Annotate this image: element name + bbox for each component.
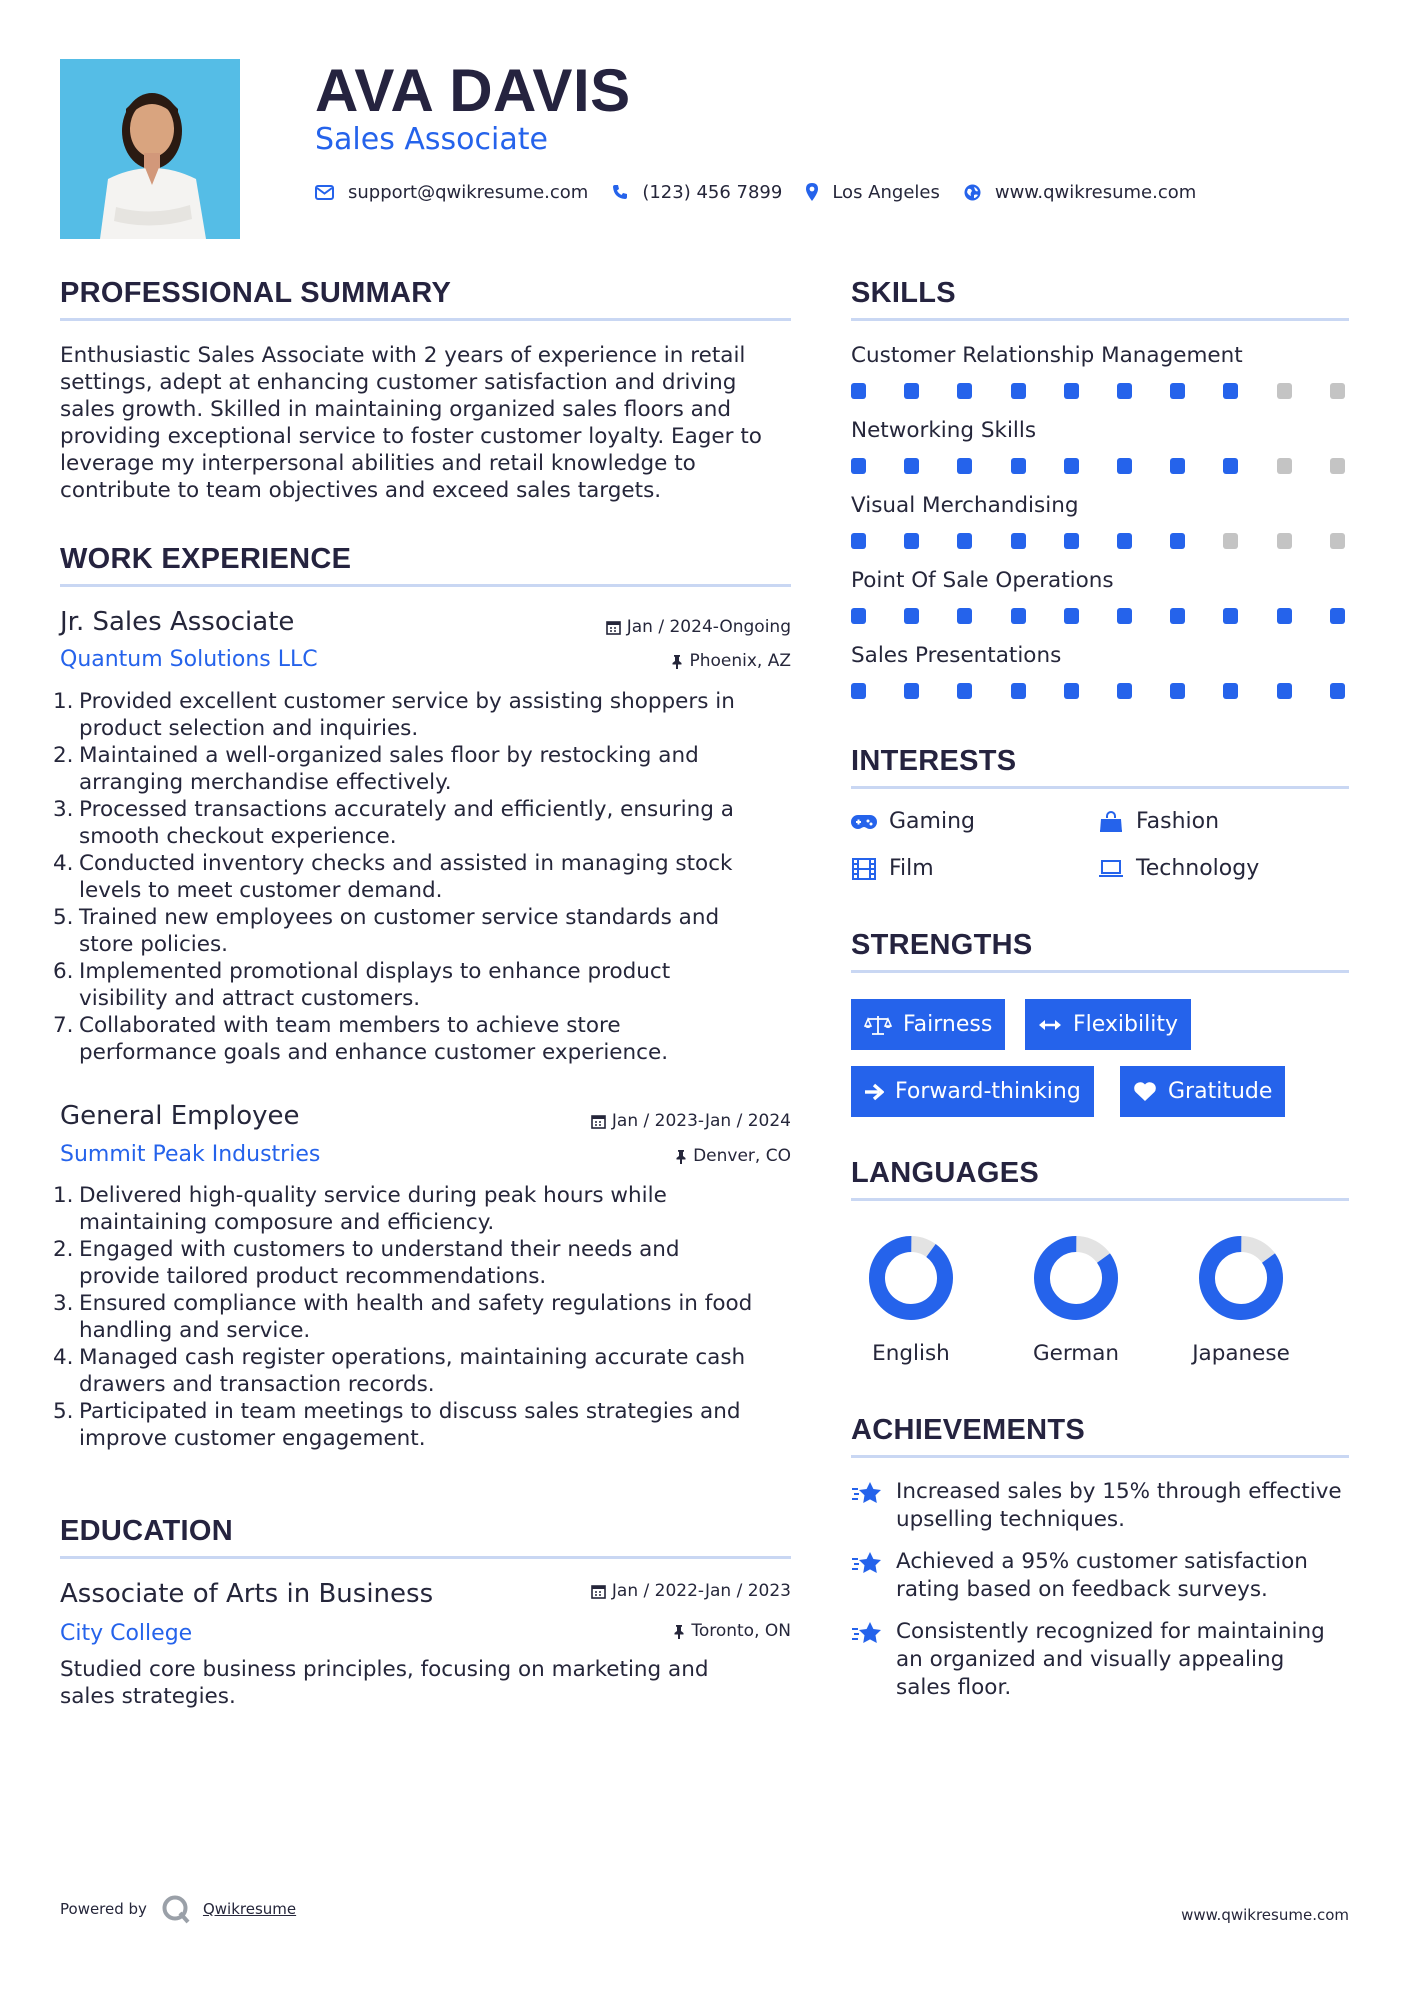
rating-dot-filled	[904, 458, 919, 474]
achievement-item	[851, 1618, 1351, 1702]
job-location-text: Phoenix, AZ	[689, 651, 791, 671]
heart-icon	[1133, 1081, 1157, 1102]
list-item	[53, 1344, 805, 1398]
section-divider	[851, 1198, 1349, 1201]
list-number: 4.	[53, 851, 74, 876]
list-line: provide tailored product recommendations.	[79, 1264, 547, 1289]
list-line: performance goals and enhance customer experience.	[79, 1040, 669, 1065]
list-item	[53, 688, 805, 742]
list-line: visibility and attract customers.	[79, 986, 421, 1011]
calendar-icon	[591, 1114, 606, 1129]
list-line: levels to meet customer demand.	[79, 878, 443, 903]
arrows-horizontal-icon	[1038, 1018, 1062, 1032]
pin-icon	[675, 1149, 687, 1164]
powered-by-text: Powered by	[60, 1900, 147, 1918]
contact-phone[interactable]	[612, 182, 782, 203]
phone-icon	[612, 184, 628, 200]
calendar-icon	[591, 1584, 606, 1599]
map-marker-icon	[806, 183, 818, 201]
list-line: Managed cash register operations, maintaining accurate cash	[79, 1345, 746, 1370]
rating-dot-filled	[1170, 458, 1185, 474]
list-line: Ensured compliance with health and safety regulations in food	[79, 1291, 753, 1316]
rating-dot-filled	[1064, 533, 1079, 549]
balance-scale-icon	[864, 1014, 892, 1036]
rating-dot-filled	[957, 683, 972, 699]
rating-dot-filled	[904, 533, 919, 549]
rating-dot-empty	[1330, 383, 1345, 399]
ring-fill	[1194, 1231, 1289, 1326]
section-title-interests: INTERESTS	[851, 745, 1017, 777]
envelope-icon	[315, 185, 334, 200]
email-text: support@qwikresume.com	[348, 181, 589, 203]
section-title-summary: PROFESSIONAL SUMMARY	[60, 277, 452, 309]
education-line: Studied core business principles, focusing on marketing and	[60, 1657, 709, 1682]
section-title-achievements: ACHIEVEMENTS	[851, 1414, 1086, 1446]
summary-line: Enthusiastic Sales Associate with 2 years of experience in retail	[60, 343, 746, 368]
rating-dot-empty	[1330, 533, 1345, 549]
interest-label: Fashion	[1136, 809, 1220, 834]
language-proficiency-ring	[1191, 1228, 1291, 1328]
list-line: Collaborated with team members to achieve store	[79, 1013, 621, 1038]
achievement-line: sales floor.	[896, 1675, 1012, 1700]
rating-dot-filled	[1117, 383, 1132, 399]
qwikresume-link[interactable]: Qwikresume	[202, 1900, 297, 1918]
skill-rating	[851, 608, 1349, 624]
education-description	[60, 1656, 800, 1710]
strength-tag-forward-thinking	[851, 1066, 1094, 1117]
list-item	[53, 796, 805, 850]
rating-dot-filled	[904, 383, 919, 399]
rating-dot-filled	[1011, 608, 1026, 624]
rating-dot-filled	[851, 533, 866, 549]
job-title: General Employee	[60, 1101, 300, 1131]
list-item	[53, 1398, 805, 1452]
location-text: Los Angeles	[832, 181, 940, 203]
strength-tag-gratitude	[1120, 1066, 1285, 1117]
list-line: Provided excellent customer service by assisting shoppers in	[79, 689, 735, 714]
summary-line: providing exceptional service to foster customer loyalty. Eager to	[60, 424, 762, 449]
interest-label: Technology	[1136, 856, 1260, 881]
rating-dot-filled	[851, 458, 866, 474]
list-item	[53, 1182, 805, 1236]
list-item	[53, 1290, 805, 1344]
skill-name: Customer Relationship Management	[851, 343, 1243, 368]
rating-dot-filled	[851, 683, 866, 699]
summary-line: sales growth. Skilled in maintaining organized sales floors and	[60, 397, 732, 422]
rating-dot-filled	[1011, 533, 1026, 549]
section-divider	[851, 970, 1349, 973]
rating-dot-filled	[1170, 383, 1185, 399]
footer-website[interactable]: www.qwikresume.com	[1181, 1906, 1349, 1924]
star-icon	[851, 1478, 883, 1534]
list-line: store policies.	[79, 932, 229, 957]
section-title-experience: WORK EXPERIENCE	[60, 543, 352, 575]
list-line: handling and service.	[79, 1318, 311, 1343]
interest-film	[851, 855, 934, 883]
rating-dot-filled	[957, 533, 972, 549]
summary-line: contribute to team objectives and exceed sales targets.	[60, 478, 662, 503]
achievement-item	[851, 1548, 1351, 1604]
job-location-text: Denver, CO	[693, 1146, 791, 1166]
interest-label: Gaming	[889, 809, 975, 834]
list-number: 6.	[53, 959, 74, 984]
list-number: 7.	[53, 1013, 74, 1038]
job-title: Jr. Sales Associate	[60, 607, 295, 637]
rating-dot-filled	[1223, 383, 1238, 399]
list-line: improve customer engagement.	[79, 1426, 426, 1451]
rating-dot-filled	[1277, 608, 1292, 624]
rating-dot-filled	[1277, 683, 1292, 699]
list-number: 3.	[53, 797, 74, 822]
candidate-role: Sales Associate	[315, 122, 548, 157]
strength-label: Forward-thinking	[895, 1079, 1081, 1104]
rating-dot-filled	[1223, 458, 1238, 474]
section-title-languages: LANGUAGES	[851, 1157, 1039, 1189]
list-line: maintaining composure and efficiency.	[79, 1210, 495, 1235]
achievement-line: an organized and visually appealing	[896, 1647, 1285, 1672]
list-item	[53, 850, 805, 904]
list-item	[53, 958, 805, 1012]
job-bullets	[53, 688, 805, 1066]
section-divider	[851, 786, 1349, 789]
skill-name: Sales Presentations	[851, 643, 1062, 668]
strength-label: Gratitude	[1168, 1079, 1273, 1104]
rating-dot-filled	[1223, 608, 1238, 624]
contact-bar	[315, 178, 1220, 206]
education-location-text: Toronto, ON	[691, 1621, 791, 1641]
job-company: Quantum Solutions LLC	[60, 647, 318, 672]
list-number: 3.	[53, 1291, 74, 1316]
achievement-item	[851, 1478, 1351, 1534]
list-number: 1.	[53, 1183, 74, 1208]
rating-dot-filled	[1117, 683, 1132, 699]
section-divider	[851, 318, 1349, 321]
job-location	[675, 1145, 791, 1167]
calendar-icon	[606, 620, 621, 635]
skill-rating	[851, 383, 1349, 399]
rating-dot-filled	[1223, 683, 1238, 699]
job-location	[671, 650, 791, 672]
rating-dot-filled	[957, 458, 972, 474]
rating-dot-filled	[1064, 383, 1079, 399]
list-line: Processed transactions accurately and efficiently, ensuring a	[79, 797, 734, 822]
list-number: 4.	[53, 1345, 74, 1370]
section-title-skills: SKILLS	[851, 277, 956, 309]
section-title-strengths: STRENGTHS	[851, 929, 1033, 961]
job-dates-text: Jan / 2024-Ongoing	[626, 617, 791, 637]
section-divider	[851, 1455, 1349, 1458]
arrow-right-icon	[864, 1083, 884, 1101]
language-name: German	[1032, 1341, 1120, 1366]
rating-dot-filled	[1117, 533, 1132, 549]
website-text: www.qwikresume.com	[994, 181, 1197, 203]
film-icon	[851, 858, 877, 880]
rating-dot-filled	[1011, 458, 1026, 474]
list-number: 1.	[53, 689, 74, 714]
list-item	[53, 1012, 805, 1066]
list-item	[53, 1236, 805, 1290]
rating-dot-empty	[1277, 458, 1292, 474]
strength-tag-fairness	[851, 999, 1005, 1050]
rating-dot-empty	[1277, 383, 1292, 399]
phone-text: (123) 456 7899	[642, 181, 783, 203]
list-line: Engaged with customers to understand their needs and	[79, 1237, 680, 1262]
pin-icon	[671, 654, 683, 669]
skill-rating	[851, 458, 1349, 474]
list-line: drawers and transaction records.	[79, 1372, 435, 1397]
section-title-education: EDUCATION	[60, 1515, 233, 1547]
shopping-bag-icon	[1098, 811, 1124, 833]
list-line: Participated in team meetings to discuss sales strategies and	[79, 1399, 741, 1424]
rating-dot-empty	[1223, 533, 1238, 549]
rating-dot-filled	[1170, 533, 1185, 549]
list-line: smooth checkout experience.	[79, 824, 397, 849]
contact-location	[806, 182, 940, 203]
rating-dot-filled	[957, 608, 972, 624]
rating-dot-empty	[1330, 458, 1345, 474]
list-line: Maintained a well-organized sales floor by restocking and	[79, 743, 699, 768]
footer-powered-by	[60, 1894, 296, 1924]
education-line: sales strategies.	[60, 1684, 236, 1709]
interest-fashion	[1098, 808, 1219, 836]
star-icon	[851, 1548, 883, 1604]
education-dates-text: Jan / 2022-Jan / 2023	[611, 1581, 791, 1601]
summary-text	[60, 342, 800, 504]
strength-label: Fairness	[903, 1012, 993, 1037]
rating-dot-filled	[1170, 683, 1185, 699]
skill-name: Networking Skills	[851, 418, 1037, 443]
list-line: Conducted inventory checks and assisted in managing stock	[79, 851, 733, 876]
achievement-line: Consistently recognized for maintaining	[896, 1619, 1325, 1644]
achievement-line: Achieved a 95% customer satisfaction	[896, 1549, 1308, 1574]
rating-dot-filled	[1011, 383, 1026, 399]
list-number: 2.	[53, 743, 74, 768]
rating-dot-filled	[1117, 608, 1132, 624]
list-number: 5.	[53, 905, 74, 930]
rating-dot-filled	[1064, 458, 1079, 474]
interest-technology	[1098, 855, 1259, 883]
star-icon	[851, 1618, 883, 1702]
rating-dot-empty	[1277, 533, 1292, 549]
pin-icon	[673, 1624, 685, 1639]
job-bullets	[53, 1182, 805, 1452]
language-proficiency-ring	[861, 1228, 961, 1328]
section-divider	[60, 1556, 791, 1559]
education-location	[673, 1620, 791, 1642]
ring-fill	[1029, 1231, 1124, 1326]
rating-dot-filled	[904, 608, 919, 624]
list-number: 2.	[53, 1237, 74, 1262]
list-number: 5.	[53, 1399, 74, 1424]
rating-dot-filled	[1117, 458, 1132, 474]
job-dates	[591, 1110, 791, 1132]
list-line: product selection and inquiries.	[79, 716, 419, 741]
language-proficiency-ring	[1026, 1228, 1126, 1328]
language-name: Japanese	[1192, 1341, 1290, 1366]
list-line: Trained new employees on customer service standards and	[79, 905, 720, 930]
qwikresume-logo-icon	[161, 1894, 191, 1924]
interest-gaming	[851, 808, 975, 836]
skill-name: Point Of Sale Operations	[851, 568, 1114, 593]
list-item	[53, 904, 805, 958]
laptop-icon	[1098, 858, 1124, 880]
section-divider	[60, 584, 791, 587]
rating-dot-filled	[851, 383, 866, 399]
rating-dot-filled	[1064, 683, 1079, 699]
list-item	[53, 742, 805, 796]
skill-name: Visual Merchandising	[851, 493, 1079, 518]
skill-rating	[851, 533, 1349, 549]
rating-dot-filled	[1170, 608, 1185, 624]
list-line: arranging merchandise effectively.	[79, 770, 452, 795]
achievement-line: Increased sales by 15% through effective	[896, 1479, 1342, 1504]
school-name: City College	[60, 1621, 193, 1646]
achievement-line: rating based on feedback surveys.	[896, 1577, 1268, 1602]
rating-dot-filled	[957, 383, 972, 399]
achievement-line: upselling techniques.	[896, 1507, 1125, 1532]
profile-photo	[60, 59, 240, 239]
ring-fill	[864, 1231, 959, 1326]
contact-email[interactable]	[315, 182, 588, 203]
candidate-name: AVA DAVIS	[315, 57, 631, 124]
degree-title: Associate of Arts in Business	[60, 1579, 434, 1609]
gamepad-icon	[851, 811, 877, 833]
rating-dot-filled	[1011, 683, 1026, 699]
summary-line: leverage my interpersonal abilities and retail knowledge to	[60, 451, 696, 476]
job-dates	[606, 616, 791, 638]
summary-line: settings, adept at enhancing customer satisfaction and driving	[60, 370, 737, 395]
strength-label: Flexibility	[1073, 1012, 1178, 1037]
education-dates	[591, 1580, 791, 1602]
skill-rating	[851, 683, 1349, 699]
strength-tag-flexibility	[1025, 999, 1191, 1050]
rating-dot-filled	[1330, 683, 1345, 699]
rating-dot-filled	[1064, 608, 1079, 624]
language-name: English	[872, 1341, 950, 1366]
list-line: Delivered high-quality service during peak hours while	[79, 1183, 667, 1208]
list-line: Implemented promotional displays to enhance product	[79, 959, 671, 984]
section-divider	[60, 318, 791, 321]
rating-dot-filled	[851, 608, 866, 624]
globe-icon	[964, 184, 981, 201]
contact-website[interactable]	[964, 182, 1196, 203]
interest-label: Film	[889, 856, 934, 881]
rating-dot-filled	[904, 683, 919, 699]
rating-dot-filled	[1330, 608, 1345, 624]
job-company: Summit Peak Industries	[60, 1142, 321, 1167]
job-dates-text: Jan / 2023-Jan / 2024	[611, 1111, 791, 1131]
